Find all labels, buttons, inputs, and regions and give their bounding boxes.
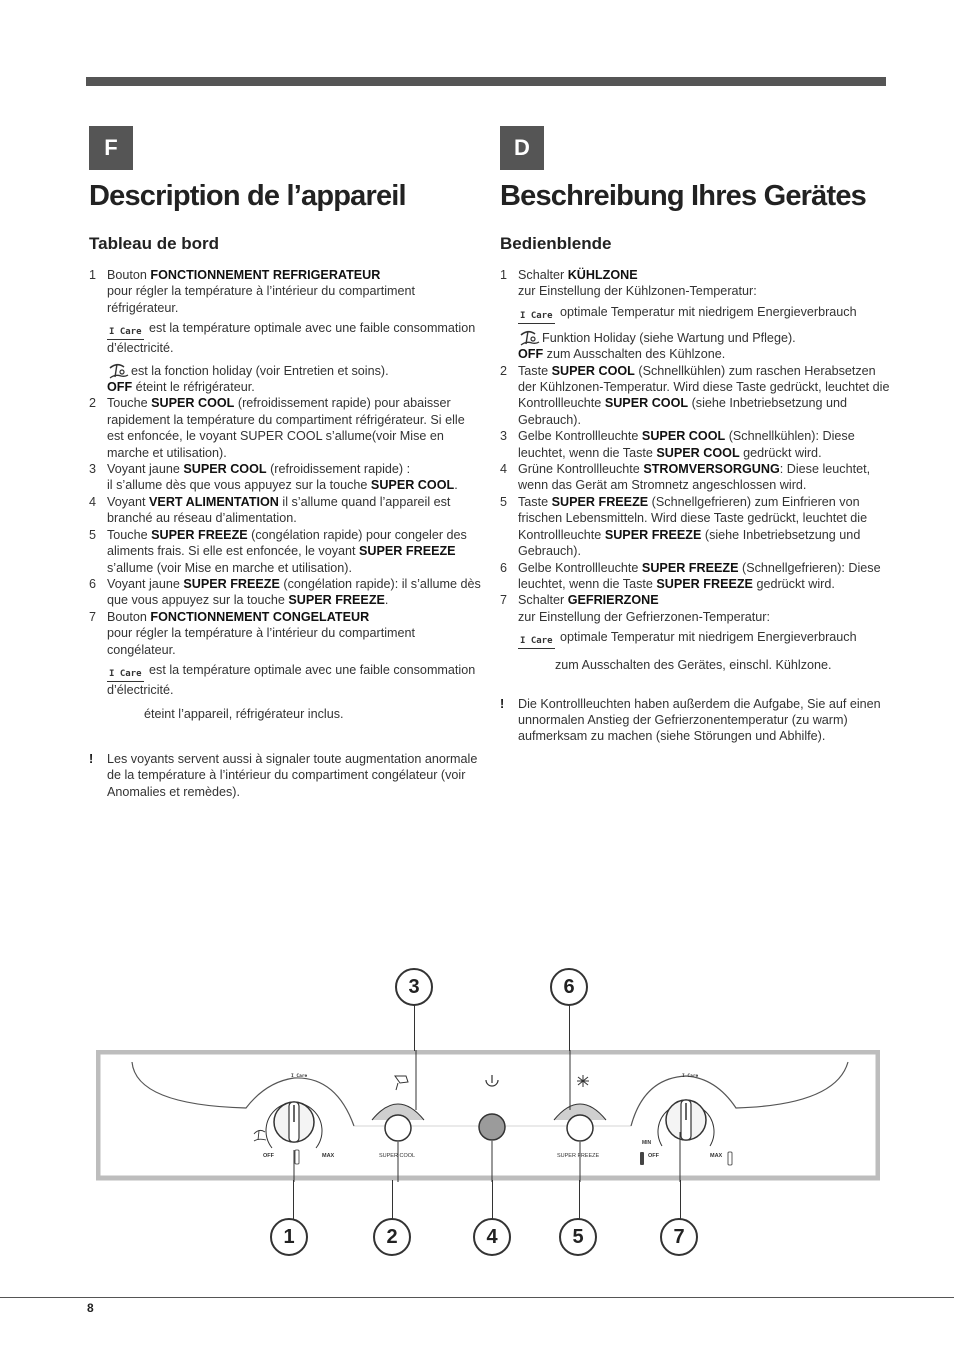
leader-line [392, 1180, 393, 1220]
warning-icon: ! [500, 696, 505, 711]
list-item: 7 Bouton FONCTIONNEMENT CONGELATEUR pour régler la température à l’intérieur du compartiment congélateur. I Care est la température optimale avec une faible consommation d’électricité. éteint l’appareil, réfrigérateur inclus. [89, 609, 481, 723]
icare-line: I Care optimale Temperatur mit niedrigem Energieverbrauch [518, 629, 892, 649]
off-line: zum Ausschalten des Gerätes, einschl. Kühlzone. [555, 658, 832, 673]
list-item: 7 Schalter GEFRIERZONE zur Einstellung der Gefrierzonen-Temperatur: I Care optimale Temperatur mit niedrigem Energieverbrauch zum Ausschalten des Gerätes, einschl. Kühlzone. [500, 592, 892, 673]
holiday-icon [107, 361, 129, 379]
warning-note: ! Die Kontrollleuchten haben außerdem die Aufgabe, Sie auf einen unnormalen Anstieg der Gefrierzonentemperatur (zu warm) aufmerksam zu machen (siehe Störungen und Abhilfe). [500, 696, 881, 744]
language-badge-fr: F [89, 126, 133, 170]
icare-line: I Care optimale Temperatur mit niedrigem Energieverbrauch [518, 304, 892, 324]
bottom-rule [0, 1297, 954, 1298]
list-item: 6 Voyant jaune SUPER FREEZE (congélation rapide): il s’allume dès que vous appuyez sur la touche SUPER FREEZE. [89, 576, 481, 608]
off-label: OFF [263, 1153, 274, 1159]
min-label: MIN [642, 1140, 652, 1146]
list-item: 2 Taste SUPER COOL (Schnellkühlen) zum raschen Herabsetzen der Kühlzonen-Temperatur. Wird diese Taste gedrückt, leuchtet die Kontrollleuchte SUPER COOL (siehe Inbetriebsetzung und Gebrauch). [500, 363, 890, 427]
icare-icon: I Care [518, 637, 555, 649]
off-line: OFF éteint le réfrigérateur. [107, 380, 255, 395]
list-item: 5 Touche SUPER FREEZE (congélation rapide) pour congeler des aliments frais. Si elle est enfoncée, le voyant SUPER FREEZE s’allume (voir Mise en marche et utilisation). [89, 527, 467, 575]
item-list [89, 267, 481, 723]
icare-line: I Care est la température optimale avec une faible consommation d’électricité. [107, 662, 476, 697]
list-item: 3 Gelbe Kontrollleuchte SUPER COOL (Schnellkühlen): Diese leuchtet, wenn die Taste SUPER COOL gedrückt wird. [500, 429, 855, 460]
fridge-level-icon [295, 1150, 299, 1164]
page-title: Description de l’appareil [89, 180, 406, 212]
freezer-max-icon [728, 1152, 732, 1165]
knob-icare-label: I Care [682, 1074, 699, 1079]
warning-note: ! Les voyants servent aussi à signaler toute augmentation anormale de la température à l’intérieur du compartiment congélateur (voir Anomalies et remèdes). [89, 751, 478, 799]
holiday-line: Funktion Holiday (siehe Wartung und Pflege). [518, 328, 892, 346]
leader-line [414, 1003, 415, 1051]
list-item: 6 Gelbe Kontrollleuchte SUPER FREEZE (Schnellgefrieren): Diese leuchtet, wenn die Taste SUPER FREEZE gedrückt wird. [500, 560, 881, 591]
leader-line [579, 1180, 580, 1220]
callout-6: 6 [550, 968, 588, 1006]
knob-icare-label: I Care [291, 1074, 308, 1079]
callout-3: 3 [395, 968, 433, 1006]
super-cool-label: SUPER COOL [379, 1153, 416, 1159]
freezer-min-icon [640, 1152, 644, 1165]
leader-line [293, 1180, 294, 1220]
icare-line: I Care est la température optimale avec une faible consommation d’électricité. [107, 321, 476, 356]
warning-icon: ! [89, 751, 94, 766]
off-line: OFF zum Ausschalten des Kühlzone. [518, 347, 726, 362]
holiday-line: est la fonction holiday (voir Entretien et soins). [107, 361, 481, 379]
french-column [89, 180, 481, 800]
callout-4: 4 [473, 1218, 511, 1256]
list-item: 3 Voyant jaune SUPER COOL (refroidissement rapide) : il s’allume dès que vous appuyez sur la touche SUPER COOL. [89, 462, 458, 493]
super-freeze-button [567, 1115, 593, 1141]
top-rule [86, 77, 886, 86]
section-title: Tableau de bord [89, 234, 220, 253]
control-panel-diagram [96, 1050, 880, 1182]
page-number: 8 [87, 1301, 94, 1315]
max-label: MAX [710, 1153, 723, 1159]
list-item: 2 Touche SUPER COOL (refroidissement rapide) pour abaisser rapidement la température du compartiment réfrigérateur. Si elle est enfoncée, le voyant SUPER COOL s’allume(voir Mise en marche et utilisation). [89, 396, 465, 460]
icare-icon: I Care [107, 670, 144, 682]
leader-line [680, 1180, 681, 1220]
item-list [500, 267, 892, 674]
list-item: 1 Bouton FONCTIONNEMENT REFRIGERATEUR pour régler la température à l’intérieur du compartiment réfrigérateur. I Care est la température optimale avec une faible consommation d’électricité. est la fonction holiday (voir Entretien et soins). OFF éteint le réfrigérateur. [89, 267, 481, 395]
german-column [500, 180, 892, 745]
callout-2: 2 [373, 1218, 411, 1256]
holiday-icon [518, 328, 540, 346]
callout-5: 5 [559, 1218, 597, 1256]
super-cool-button [385, 1115, 411, 1141]
off-label: OFF [648, 1153, 659, 1159]
leader-line [569, 1003, 570, 1051]
icare-icon: I Care [107, 328, 144, 340]
callout-1: 1 [270, 1218, 308, 1256]
list-item: 5 Taste SUPER FREEZE (Schnellgefrieren) zum Einfrieren von frischen Lebensmitteln. Wird diese Taste gedrückt, leuchtet die Kontrollleuchte SUPER FREEZE (siehe Inbetriebsetzung und Gebrauch). [500, 494, 868, 559]
list-item: 4 Grüne Kontrollleuchte STROMVERSORGUNG: Diese leuchtet, wenn das Gerät am Stromnetz angeschlossen wird. [500, 462, 871, 493]
max-label: MAX [322, 1153, 335, 1159]
leader-line [492, 1180, 493, 1220]
language-badge-de: D [500, 126, 544, 170]
list-item: 1 Schalter KÜHLZONE zur Einstellung der Kühlzonen-Temperatur: I Care optimale Temperatur mit niedrigem Energieverbrauch Funktion Holiday (siehe Wartung und Pflege). OFF zum Ausschalten des Kühlzone. [500, 267, 892, 363]
page-title: Beschreibung Ihres Gerätes [500, 180, 867, 212]
section-title: Bedienblende [500, 234, 612, 253]
callout-7: 7 [660, 1218, 698, 1256]
power-led [479, 1114, 505, 1140]
off-line: éteint l’appareil, réfrigérateur inclus. [144, 707, 344, 722]
icare-icon: I Care [518, 312, 555, 324]
list-item: 4 Voyant VERT ALIMENTATION il s’allume quand l’appareil est branché au réseau d’alimentation. [89, 494, 451, 526]
super-freeze-label: SUPER FREEZE [557, 1153, 600, 1159]
